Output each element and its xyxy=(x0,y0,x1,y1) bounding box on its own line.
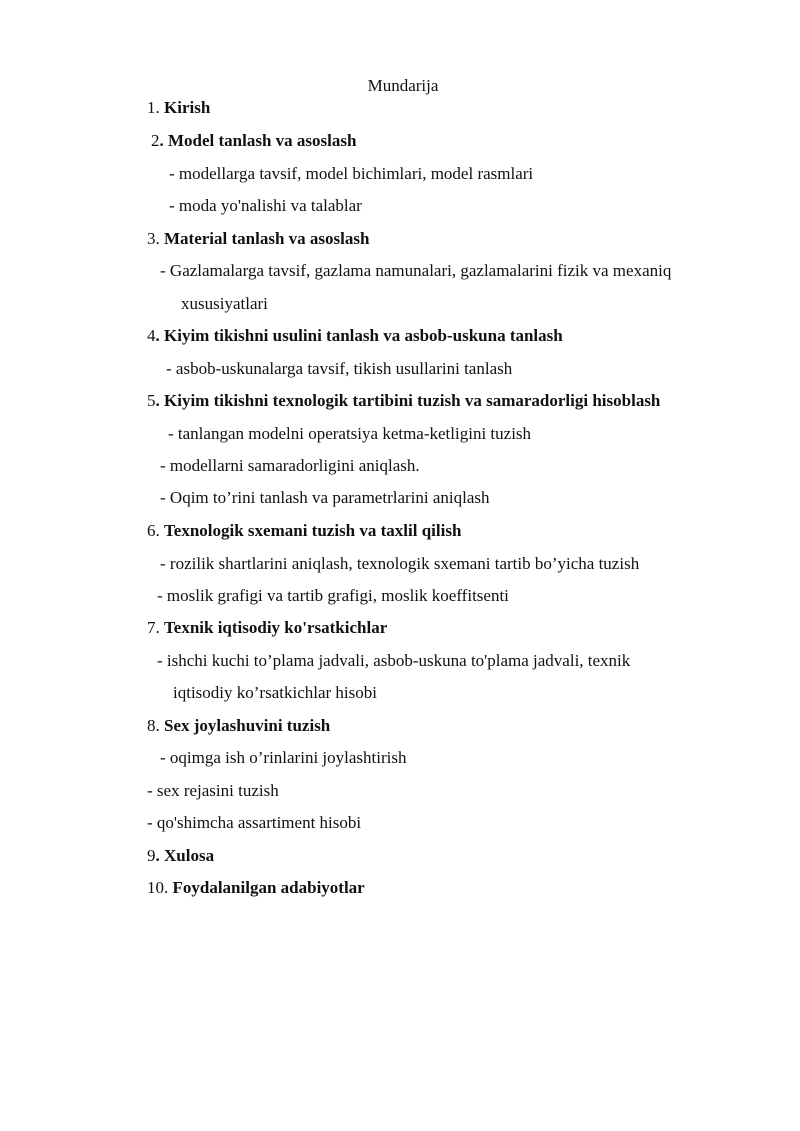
toc-number: 9 xyxy=(147,846,156,865)
toc-subitem-continued: iqtisodiy ko’rsatkichlar hisobi xyxy=(173,683,377,702)
toc-entry-10 xyxy=(147,878,365,898)
toc-heading: Material tanlash va asoslash xyxy=(164,229,370,248)
toc-number: 3. xyxy=(147,229,164,248)
toc-heading: Texnologik sxemani tuzish va taxlil qilish xyxy=(164,521,462,540)
toc-entry-9 xyxy=(147,846,214,866)
toc-heading: . Kiyim tikishni usulini tanlash va asbob-uskuna tanlash xyxy=(155,326,563,345)
toc-subitem: - tanlangan modelni operatsiya ketma-ketligini tuzish xyxy=(168,424,532,443)
toc-heading: . Kiyim tikishni texnologik tartibini tuzish va samaradorligi hisoblash xyxy=(155,391,661,410)
toc-subitem: - moslik grafigi va tartib grafigi, moslik koeffitsenti xyxy=(157,586,509,605)
toc-entry-7 xyxy=(147,618,387,638)
toc-subitem: - modellarni samaradorligini aniqlash. xyxy=(160,456,420,475)
toc-heading: Kirish xyxy=(164,98,211,117)
toc-subitem: - sex rejasini tuzish xyxy=(147,781,279,800)
toc-entry-3 xyxy=(147,229,369,249)
toc-subitem-continued: xususiyatlari xyxy=(181,294,268,313)
toc-subitem: - oqimga ish o’rinlarini joylashtirish xyxy=(160,748,407,767)
toc-entry-6 xyxy=(147,521,461,541)
toc-subitem: - Gazlamalarga tavsif, gazlama namunalari, gazlamalarini fizik va mexaniq xyxy=(160,261,672,280)
toc-heading: Texnik iqtisodiy ko'rsatkichlar xyxy=(164,618,388,637)
toc-entry-2 xyxy=(151,131,356,151)
toc-entry-5 xyxy=(147,391,660,411)
toc-subitem: - Oqim to’rini tanlash va parametrlarini aniqlash xyxy=(160,488,490,507)
toc-subitem: - modellarga tavsif, model bichimlari, model rasmlari xyxy=(169,164,534,183)
toc-heading: Foydalanilgan adabiyotlar xyxy=(172,878,365,897)
toc-number: 7. xyxy=(147,618,164,637)
toc-entry-1 xyxy=(147,98,210,118)
toc-entry-4 xyxy=(147,326,563,346)
toc-heading: . Model tanlash va asoslash xyxy=(159,131,357,150)
toc-subitem: - moda yo'nalishi va talablar xyxy=(169,196,362,215)
toc-number: 5 xyxy=(147,391,156,410)
toc-subitem: - asbob-uskunalarga tavsif, tikish usullarini tanlash xyxy=(166,359,513,378)
toc-number: 8. xyxy=(147,716,164,735)
toc-heading: Sex joylashuvini tuzish xyxy=(164,716,331,735)
toc-subitem: - ishchi kuchi to’plama jadvali, asbob-uskuna to'plama jadvali, texnik xyxy=(157,651,631,670)
toc-heading: . Xulosa xyxy=(155,846,215,865)
toc-subitem: - rozilik shartlarini aniqlash, texnologik sxemani tartib bo’yicha tuzish xyxy=(160,554,640,573)
toc-subitem: - qo'shimcha assartiment hisobi xyxy=(147,813,362,832)
toc-number: 2 xyxy=(151,131,160,150)
page-title: Mundarija xyxy=(367,76,439,95)
toc-entry-8 xyxy=(147,716,330,736)
toc-number: 4 xyxy=(147,326,156,345)
toc-number: 10. xyxy=(147,878,173,897)
toc-number: 6. xyxy=(147,521,164,540)
toc-number: 1. xyxy=(147,98,164,117)
